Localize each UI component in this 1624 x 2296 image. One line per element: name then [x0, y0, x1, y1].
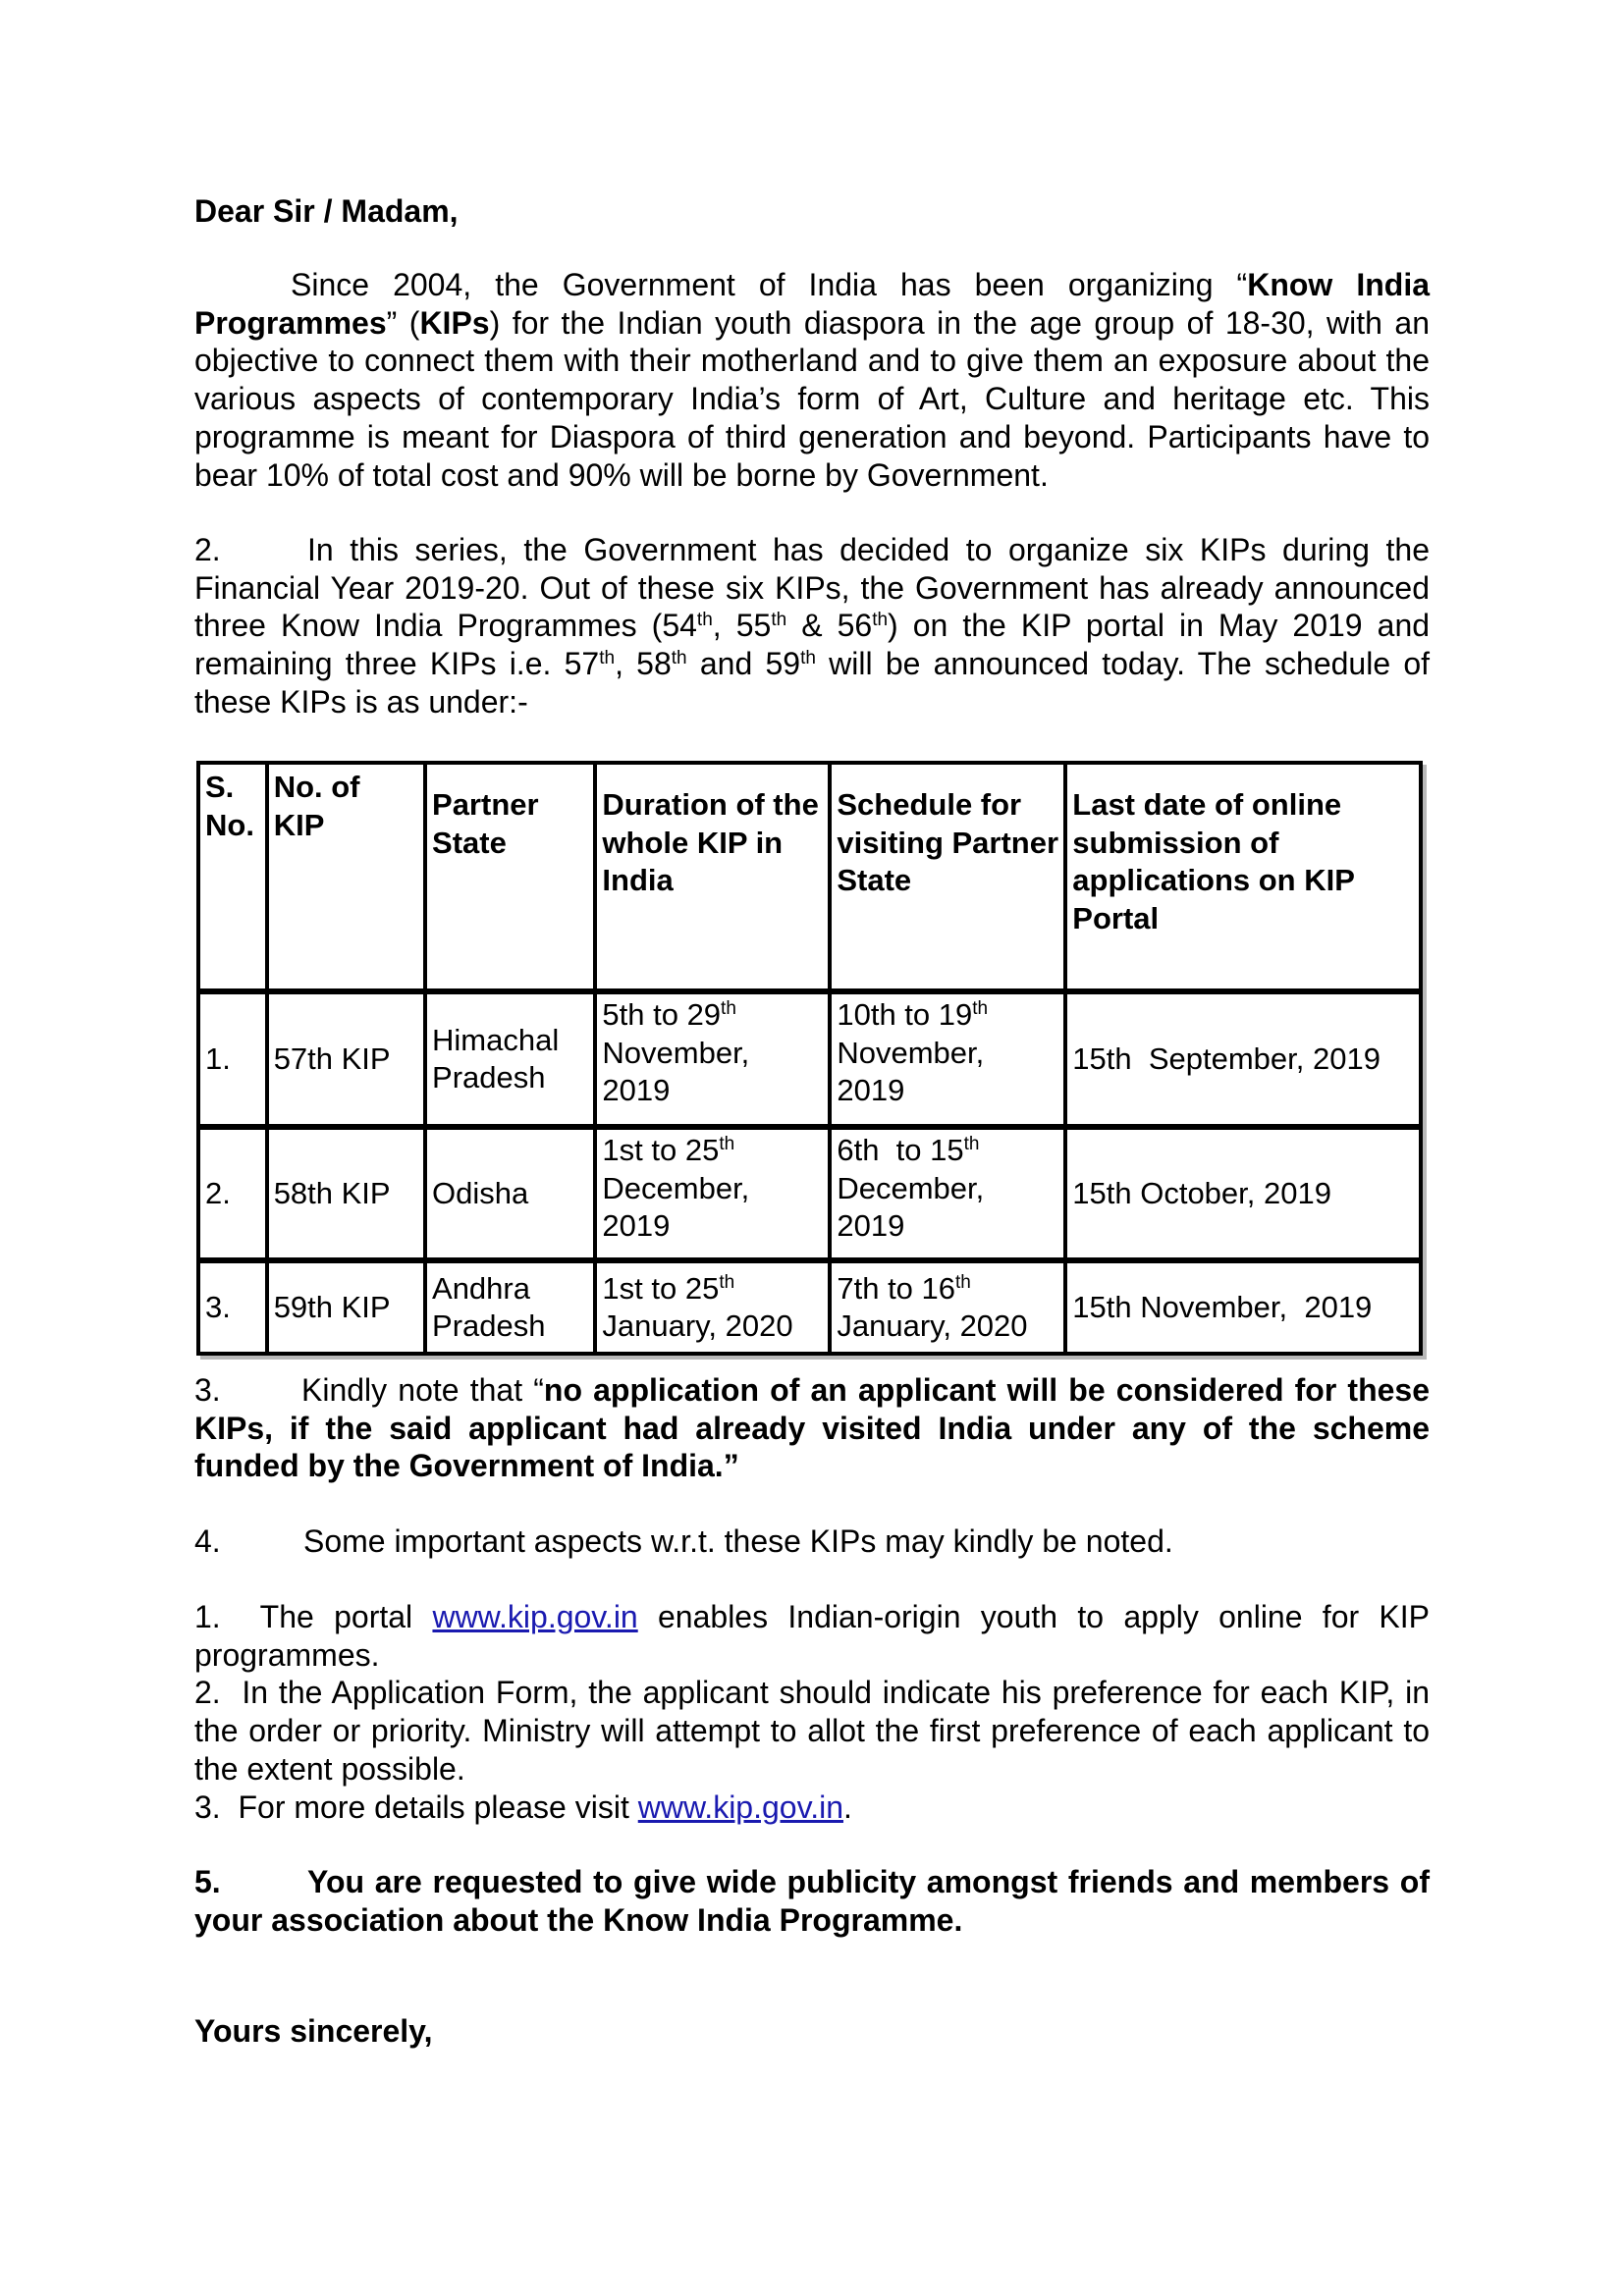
cell-sno: 3. [198, 1261, 267, 1354]
salutation: Dear Sir / Madam, [194, 193, 459, 229]
cell-last-date: 15th September, 2019 [1065, 992, 1421, 1128]
cell-visit: 10th to 19th November, 2019 [830, 992, 1065, 1128]
paragraph-2: 2. In this series, the Government has decided to organize six KIPs during the Financial Year 2019-20. Out of these six KIPs, the Government has already announced three Know India Programmes (54th, 55th & 56th) on the KIP portal in May 2019 and remaining three KIPs i.e. 57th, 58th and 59th will be announced today. The schedule of these KIPs is as under:- [194, 532, 1431, 720]
kip-details-link[interactable]: www.kip.gov.in [637, 1789, 843, 1825]
header-sno: S. No. [198, 763, 267, 992]
header-schedule: Schedule for visiting Partner State [830, 763, 1065, 992]
header-last-date: Last date of online submission of applications on KIP Portal [1065, 763, 1421, 992]
cell-duration: 1st to 25th December, 2019 [595, 1128, 830, 1261]
cell-sno: 2. [198, 1128, 267, 1261]
list-item: 1. The portal www.kip.gov.in enables Indian-origin youth to apply online for KIP programmes. [194, 1599, 1431, 1673]
cell-kip: 57th KIP [267, 992, 425, 1128]
list-item: 2. In the Application Form, the applicant should indicate his preference for each KIP, in the order or priority. Ministry will attempt to allot the first preference of each applicant to the extent possible. [194, 1675, 1438, 1787]
paragraph-number: 2. [194, 532, 221, 567]
table-row [198, 992, 1421, 1128]
paragraph-3: 3. Kindly note that “no application of an applicant will be considered for these KIPs, if the said applicant had already visited India under any of the scheme funded by the Government of India.” [194, 1372, 1431, 1484]
list-item: 3. For more details please visit www.kip.gov.in. [194, 1789, 852, 1825]
cell-last-date: 15th October, 2019 [1065, 1128, 1421, 1261]
cell-state: Himachal Pradesh [425, 992, 595, 1128]
cell-kip: 59th KIP [267, 1261, 425, 1354]
kip-portal-link[interactable]: www.kip.gov.in [432, 1599, 638, 1634]
paragraph-number: 4. [194, 1523, 221, 1559]
paragraph-4: 4. Some important aspects w.r.t. these KIPs may kindly be noted. [194, 1523, 1173, 1559]
header-partner-state: Partner State [425, 763, 595, 992]
table-header-row [198, 763, 1421, 992]
header-duration: Duration of the whole KIP in India [595, 763, 830, 992]
cell-duration: 5th to 29th November, 2019 [595, 992, 830, 1128]
closing: Yours sincerely, [194, 2013, 433, 2049]
paragraph-number: 3. [194, 1372, 221, 1408]
paragraph-1: Since 2004, the Government of India has been organizing “Know India Programmes” (KIPs) for the Indian youth diaspora in the age group of 18-30, with an objective to connect them with their motherland and to give them an exposure about the various aspects of contemporary India’s form of Art, Culture and heritage etc. This programme is meant for Diaspora of third generation and beyond. Participants have to bear 10% of total cost and 90% will be borne by Government. [194, 267, 1431, 493]
cell-visit: 6th to 15th December, 2019 [830, 1128, 1065, 1261]
table-row [198, 1261, 1421, 1354]
aspects-list [194, 1598, 1438, 1826]
cell-visit: 7th to 16th January, 2020 [830, 1261, 1065, 1354]
table-row [198, 1128, 1421, 1261]
cell-sno: 1. [198, 992, 267, 1128]
cell-state: Odisha [425, 1128, 595, 1261]
cell-state: Andhra Pradesh [425, 1261, 595, 1354]
cell-last-date: 15th November, 2019 [1065, 1261, 1421, 1354]
paragraph-5: 5. You are requested to give wide publicity amongst friends and members of your association about the Know India Programme. [194, 1864, 1430, 1938]
paragraph-number: 5. [194, 1864, 221, 1899]
header-kip: No. of KIP [267, 763, 425, 992]
cell-duration: 1st to 25th January, 2020 [595, 1261, 830, 1354]
cell-kip: 58th KIP [267, 1128, 425, 1261]
kip-schedule-table [196, 761, 1423, 1356]
